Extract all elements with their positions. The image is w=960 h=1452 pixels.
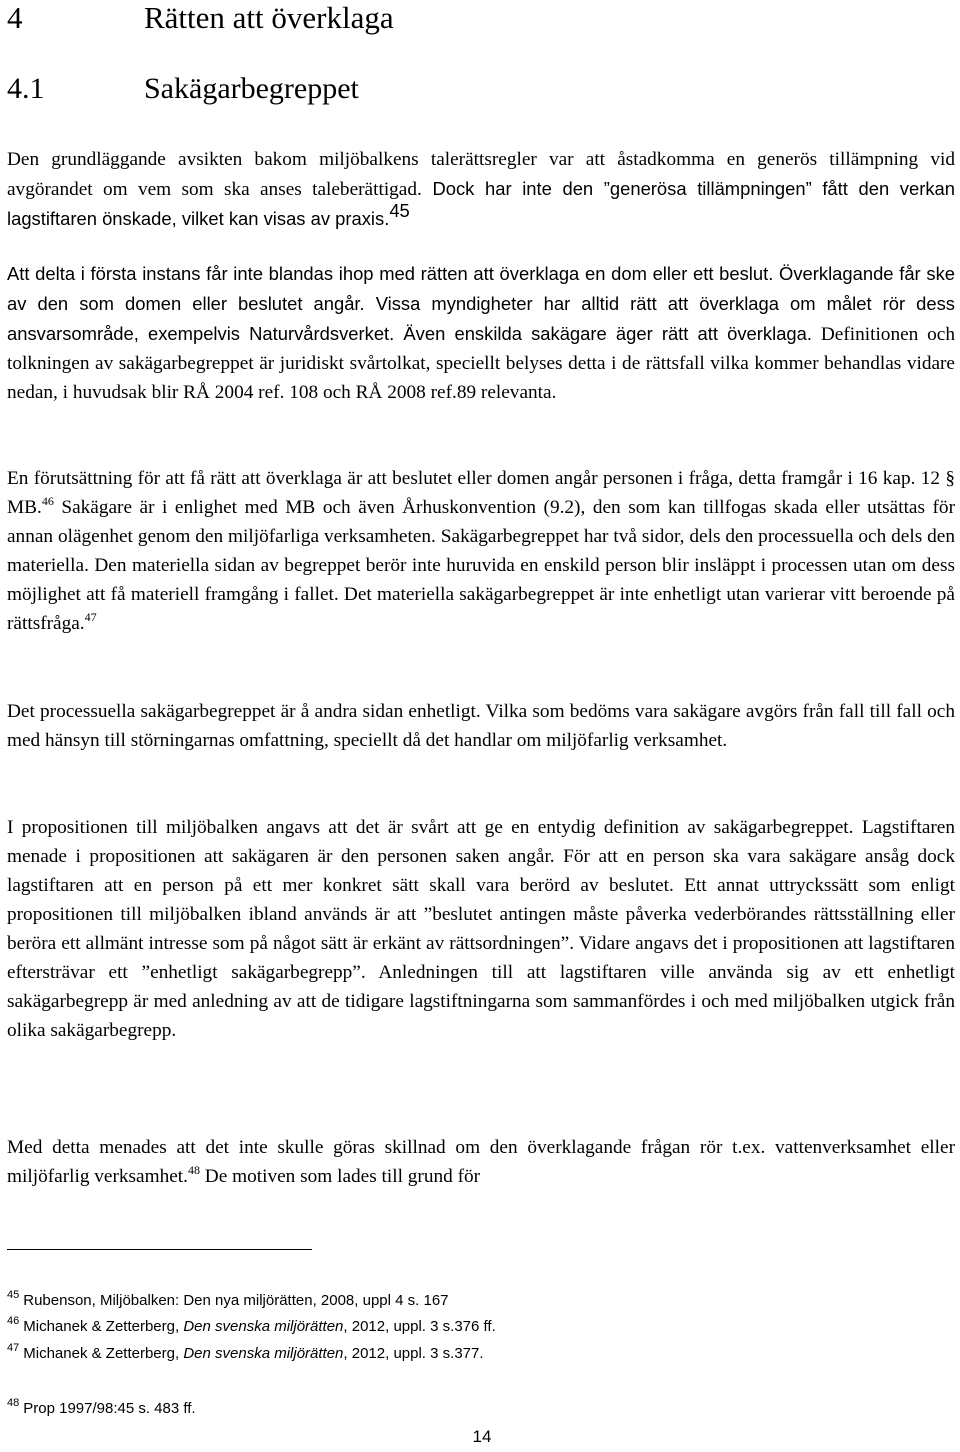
- footnote-text: Michanek & Zetterberg,: [23, 1345, 184, 1362]
- footnote-48: [7, 1397, 196, 1418]
- footnote-number: 47: [7, 1342, 20, 1354]
- footnote-number: 48: [7, 1397, 20, 1409]
- footnote-text-b: , 2012, uppl. 3 s.376 ff.: [343, 1318, 496, 1335]
- footnote-45: [7, 1289, 449, 1310]
- paragraph-1: [7, 145, 955, 234]
- footnote-text: Rubenson, Miljöbalken: Den nya miljörätten, 2008, uppl 4 s. 167: [23, 1292, 449, 1309]
- footnote-text: Prop 1997/98:45 s. 483 ff.: [23, 1400, 196, 1417]
- chapter-heading: [7, 0, 394, 36]
- paragraph-3-text-a: En förutsättning för att få rätt att överklaga är att beslutet eller domen angår personen i fråga, detta framgår i 16 kap. 12 § MB.: [7, 468, 955, 518]
- footnote-46: [7, 1315, 496, 1336]
- footnote-number: 46: [7, 1315, 20, 1327]
- footnote-italic: Den svenska miljörätten: [183, 1318, 344, 1335]
- footnote-text-b: , 2012, uppl. 3 s.377.: [343, 1345, 484, 1362]
- section-title: Sakägarbegreppet: [144, 72, 359, 105]
- paragraph-2: [7, 259, 955, 407]
- footnote-italic: Den svenska miljörätten: [183, 1345, 344, 1362]
- page-number: 14: [472, 1427, 492, 1446]
- paragraph-1-text-sans: Dock har inte den ”generösa tillämpningen” fått den verkan lagstiftaren önskade, vilket kan visas av praxis.: [7, 178, 956, 229]
- paragraph-3: [7, 464, 955, 638]
- footnote-ref-48: 48: [187, 1163, 200, 1177]
- section-number: 4.1: [7, 72, 45, 105]
- paragraph-5: [7, 813, 955, 1045]
- paragraph-2-text-sans: Att delta i första instans får inte blandas ihop med rätten att överklaga en dom eller ett beslut. Överklagande får ske av den som domen eller beslutet angår. Vissa myndigheter har alltid rätt att överklaga om målet rör dess ansvarsområde, exempelvis Naturvårdsverket. Även enskilda sakägare äger rätt att överklaga.: [7, 263, 955, 344]
- chapter-title: Rätten att överklaga: [144, 0, 394, 35]
- footnote-47: [7, 1342, 484, 1363]
- chapter-number: 4: [7, 0, 23, 35]
- paragraph-2-text: Definitionen och tolkningen av sakägarbegreppet är juridiskt svårtolkat, speciellt belyses detta i de rättsfall vilka kommer behandlas vidare nedan, i huvudsak blir RÅ 2004 ref. 108 och RÅ 2008 ref.89 relevanta.: [7, 324, 955, 403]
- section-heading: [7, 72, 359, 106]
- footnote-separator: [7, 1249, 312, 1250]
- paragraph-4: [7, 697, 955, 755]
- paragraph-6-text: Med detta menades att det inte skulle göras skillnad om den överklagande frågan rör t.ex. vattenverksamhet eller miljöfarlig verksamhet.: [7, 1137, 955, 1187]
- footnote-number: 45: [7, 1289, 20, 1301]
- footnote-text: Michanek & Zetterberg,: [23, 1318, 184, 1335]
- paragraph-6: [7, 1133, 955, 1191]
- paragraph-1-text: Den grundläggande avsikten bakom miljöbalkens talerättsregler var att åstadkomma en generös tillämpning vid avgörandet om vem som ska anses taleberättigad.: [7, 149, 955, 200]
- footnote-ref-46: 46: [41, 494, 54, 508]
- footnote-ref-45: 45: [389, 200, 410, 221]
- paragraph-5-text: I propositionen till miljöbalken angavs att det är svårt att ge en entydig definition av sakägarbegreppet. Lagstiftaren menade i propositionen att sakägaren är den personen saken angår. För att en person ska vara sakägare ansåg dock lagstiftaren att en person på ett mer konkret sätt skall vara berörd av beslutet. Ett annat uttryckssätt som enligt propositionen till miljöbalken ibland används är att ”beslutet antingen måste påverka vederbörandes rättsställning eller beröra ett allmänt intresse som på något sätt är erkänt av rättsordningen”. Vidare angavs det i propositionen att lagstiftaren eftersträvar ett ”enhetligt sakägarbegrepp”. Anledningen till att lagstiftaren ville använda sig av ett enhetligt sakägarbegrepp är med anledning av att de tidigare lagstiftningarna som sammanfördes i och med miljöbalken utgick från olika sakägarbegrepp.: [7, 817, 955, 1041]
- paragraph-4-text: Det processuella sakägarbegreppet är å andra sidan enhetligt. Vilka som bedöms vara sakägare avgörs från fall till fall och med hänsyn till störningarnas omfattning, speciellt då det handlar om miljöfarlig verksamhet.: [7, 701, 955, 751]
- paragraph-6-text-b: De motiven som lades till grund för: [199, 1166, 481, 1187]
- footnote-ref-47: 47: [84, 610, 97, 624]
- paragraph-3-text-b: Sakägare är i enlighet med MB och även Århuskonvention (9.2), den som kan tillfogas skada eller utsättas för annan olägenhet genom den miljöfarliga verksamheten. Sakägarbegreppet har två sidor, dels den processuella och dels den materiella. Den materiella sidan av begreppet berör inte huruvida en enskild person blir insläppt i processen utan om dess möjlighet att få materiell framgång i fallet. Det materiella sakägarbegreppet är inte enhetligt utan varierar vitt beroende på rättsfråga.: [7, 497, 955, 634]
